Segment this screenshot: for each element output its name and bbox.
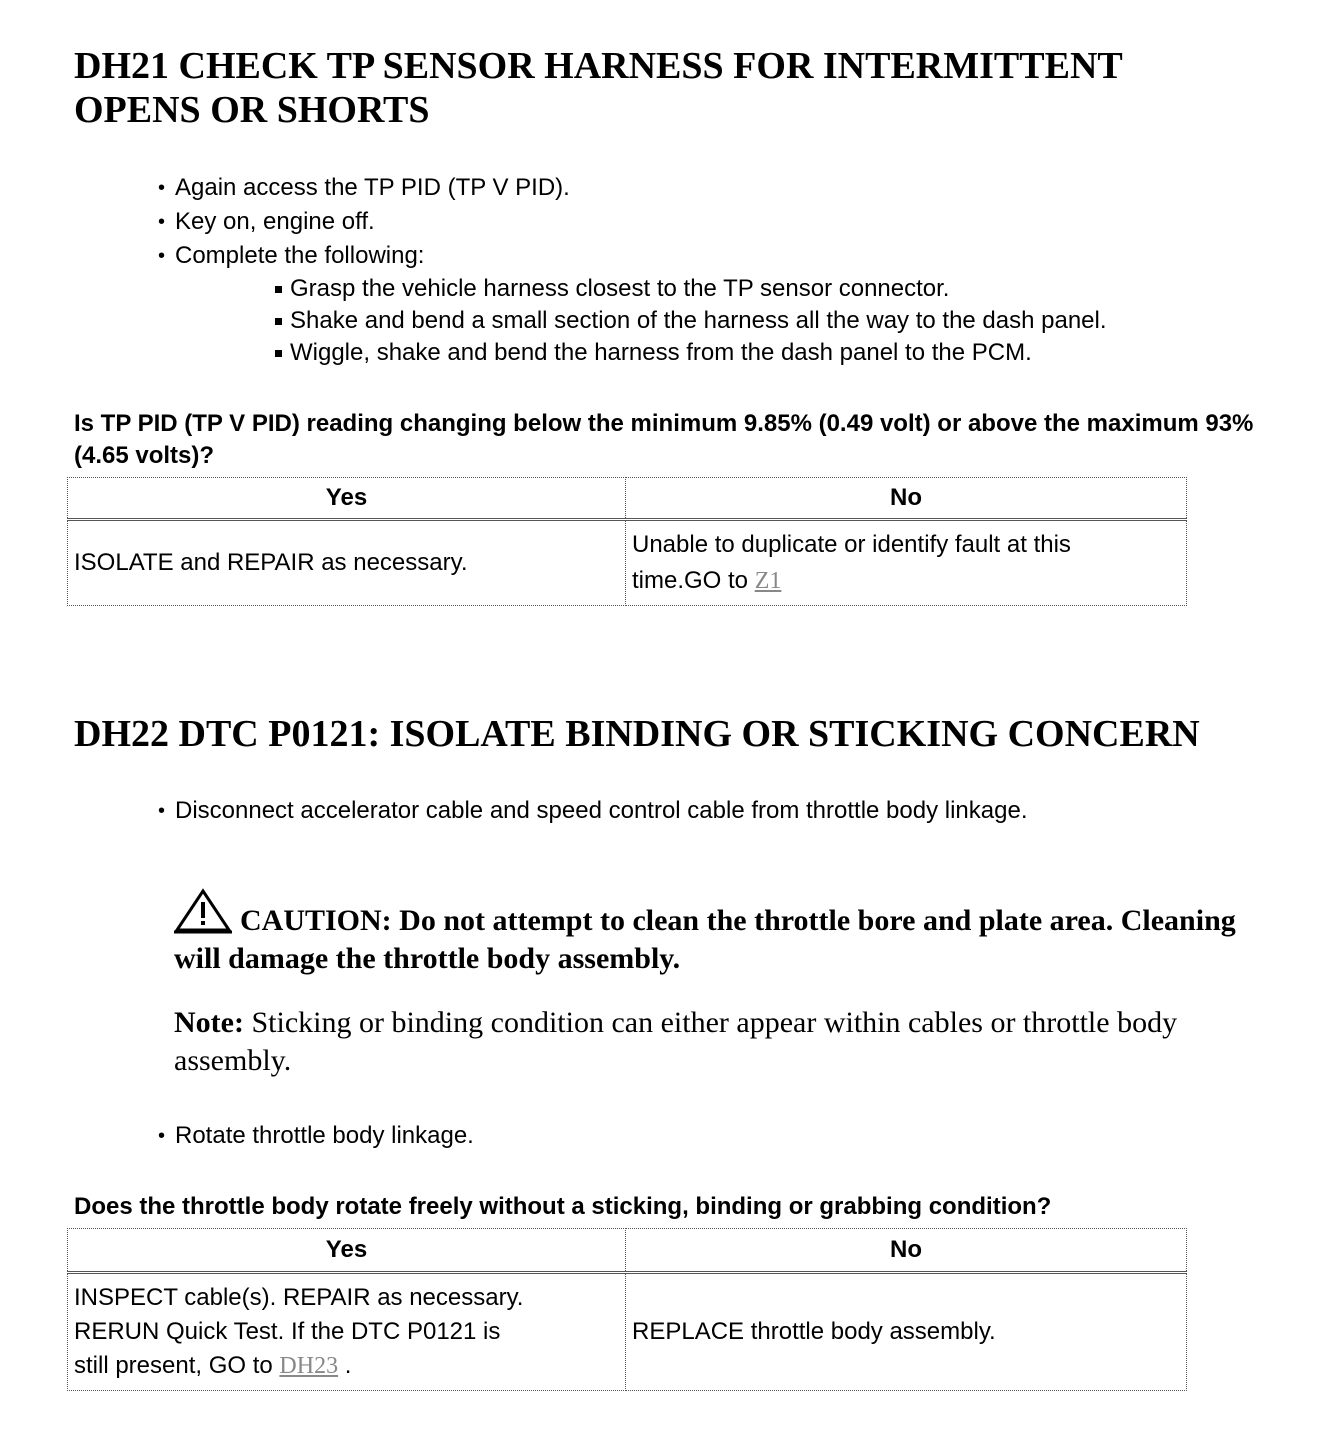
yes-header: Yes (68, 1229, 626, 1273)
step-text: Disconnect accelerator cable and speed control cable from throttle body linkage. (175, 797, 1028, 824)
warning-triangle-icon (174, 888, 232, 934)
dh21-steps-list (158, 171, 1107, 369)
list-item (158, 239, 1107, 369)
square-bullet-icon (275, 318, 282, 325)
yes-cell-text: INSPECT cable(s). REPAIR as necessary. (74, 1284, 524, 1311)
no-header: No (626, 478, 1187, 520)
no-cell-text: REPLACE throttle body assembly. (632, 1318, 996, 1345)
square-bullet-icon (275, 350, 282, 357)
goto-dh23-link[interactable]: DH23 (279, 1353, 339, 1379)
bullet-icon: • (158, 211, 166, 233)
dh21-yes-no-table (67, 477, 1187, 606)
no-cell (626, 1273, 1187, 1391)
yes-cell-text: . (338, 1352, 352, 1379)
table-row (68, 1273, 1187, 1391)
list-item (158, 205, 1107, 239)
square-bullet-icon (275, 286, 282, 293)
step-text: Again access the TP PID (TP V PID). (175, 174, 570, 201)
yes-cell-text: ISOLATE and REPAIR as necessary. (74, 549, 468, 576)
no-header: No (626, 1229, 1187, 1273)
goto-z1-link[interactable]: Z1 (754, 568, 782, 594)
list-item (158, 171, 1107, 205)
yes-cell (68, 1273, 626, 1391)
table-header-row (68, 478, 1187, 520)
list-item (275, 305, 1107, 337)
step-text: Complete the following: (175, 242, 425, 269)
bullet-icon: • (158, 177, 166, 199)
caution-label: CAUTION: (240, 904, 392, 937)
section-dh22-heading: DH22 DTC P0121: ISOLATE BINDING OR STICKING CONCERN (74, 713, 1200, 755)
dh22-steps-list-2 (158, 1119, 474, 1153)
no-cell (626, 520, 1187, 606)
list-item (158, 794, 1027, 828)
substep-text: Grasp the vehicle harness closest to the TP sensor connector. (290, 275, 950, 302)
table-header-row (68, 1229, 1187, 1273)
list-item (275, 273, 1107, 305)
dh22-yes-no-table (67, 1228, 1187, 1391)
dh21-substeps-list (175, 273, 1107, 369)
yes-cell-text: still present, GO to (74, 1352, 280, 1379)
dh22-question: Does the throttle body rotate freely without a sticking, binding or grabbing condition? (74, 1193, 1052, 1220)
note-block (174, 1004, 1234, 1080)
bullet-icon: • (158, 800, 166, 822)
section-dh21-heading (74, 44, 1123, 132)
heading-line: DH21 CHECK TP SENSOR HARNESS FOR INTERMITTENT (74, 45, 1123, 87)
list-item (275, 337, 1107, 369)
dh22-steps-list (158, 794, 1027, 828)
yes-cell (68, 520, 626, 606)
bullet-icon: • (158, 1125, 166, 1147)
step-text: Key on, engine off. (175, 208, 375, 235)
note-text: Sticking or binding condition can either appear within cables or throttle body assembly. (174, 1006, 1178, 1077)
caution-block (174, 888, 1254, 978)
heading-line: OPENS OR SHORTS (74, 89, 430, 131)
table-row (68, 520, 1187, 606)
no-cell-text: Unable to duplicate or identify fault at this (632, 531, 1071, 558)
caution-text: Do not attempt to clean the throttle bore and plate area. Cleaning will damage the throttle body assembly. (174, 904, 1236, 975)
substep-text: Shake and bend a small section of the harness all the way to the dash panel. (290, 307, 1107, 334)
substep-text: Wiggle, shake and bend the harness from the dash panel to the PCM. (290, 339, 1032, 366)
yes-cell-text: RERUN Quick Test. If the DTC P0121 is (74, 1318, 501, 1345)
step-text: Rotate throttle body linkage. (175, 1122, 474, 1149)
no-cell-text: time.GO to (632, 567, 755, 594)
list-item (158, 1119, 474, 1153)
dh21-question: Is TP PID (TP V PID) reading changing below the minimum 9.85% (0.49 volt) or above the maximum 93% (4.65 volts)? (74, 410, 1254, 469)
note-label: Note: (174, 1006, 244, 1039)
bullet-icon: • (158, 245, 166, 267)
yes-header: Yes (68, 478, 626, 520)
